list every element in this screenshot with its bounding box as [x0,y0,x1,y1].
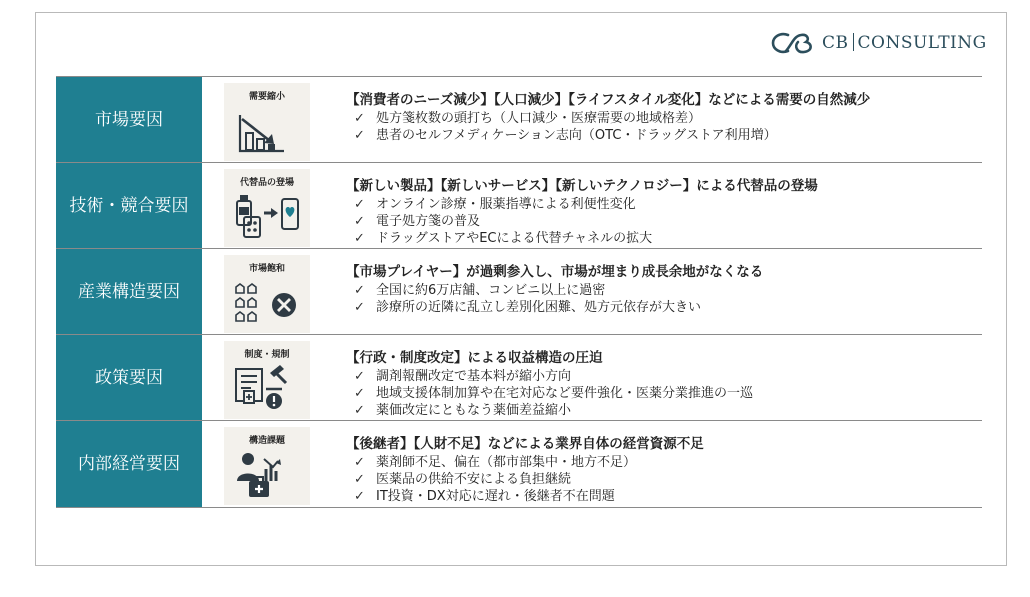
icon-label: 代替品の登場 [239,178,294,188]
company-logo [770,30,987,56]
icon-label: 需要縮小 [248,92,285,102]
bullet-text: 診療所の近隣に乱立し差別化困難、処方元依存が大きい [376,300,702,315]
category-label: 産業構造要因 [56,249,202,335]
check-icon: ✓ [354,369,365,384]
bullet-text: 患者のセルフメディケーション志向（OTC・ドラッグストア利用増） [376,128,777,143]
check-icon: ✓ [354,300,365,315]
factor-bullet [346,471,976,488]
check-icon: ✓ [354,472,365,487]
bullet-text: 医薬品の供給不安による負担継続 [376,472,572,487]
bullet-text: 処方箋枚数の頭打ち（人口減少・医療需要の地域格差） [376,111,702,126]
icon-card [224,83,310,161]
factor-content [346,349,976,419]
factor-row-internal [56,420,982,508]
logo-text [822,33,987,53]
factor-bullet [346,454,976,471]
check-icon: ✓ [354,403,365,418]
factor-bullet [346,488,976,505]
bullet-text: 薬剤師不足、偏在（都市部集中・地方不足） [376,455,637,470]
logo-brand: CB [822,33,849,53]
bullet-text: IT投資・DX対応に遅れ・後継者不在問題 [376,489,615,504]
check-icon: ✓ [354,231,365,246]
check-icon: ✓ [354,489,365,504]
factor-content [346,177,976,247]
factor-row-market [56,76,982,163]
bullet-text: 地域支援体制加算や在宅対応など要件強化・医薬分業推進の一巡 [376,386,754,401]
factor-bullet [346,385,976,402]
icon-label: 制度・規制 [244,350,290,360]
category-label: 市場要因 [56,77,202,163]
bullet-text: 全国に約6万店舗、コンビニ以上に過密 [376,283,606,298]
factor-bullet [346,110,976,127]
bullet-text: 薬価改定にともなう薬価差益縮小 [376,403,572,418]
bullet-text: 調剤報酬改定で基本料が縮小方向 [376,369,572,384]
factor-headline: 【新しい製品】【新しいサービス】【新しいテクノロジー】による代替品の登場 [346,178,818,194]
check-icon: ✓ [354,197,365,212]
category-label: 技術・競合要因 [56,163,202,249]
factor-bullet [346,213,976,230]
factor-row-policy [56,334,982,421]
icon-card [224,427,310,505]
factor-bullet [346,196,976,213]
factor-headline: 【消費者のニーズ減少】【人口減少】【ライフスタイル変化】などによる需要の自然減少 [346,92,871,108]
logo-company: CONSULTING [857,33,987,53]
check-icon: ✓ [354,214,365,229]
check-icon: ✓ [354,111,365,126]
category-label: 政策要因 [56,335,202,421]
category-label: 内部経営要因 [56,421,202,507]
structural-issue-icon [224,447,310,505]
check-icon: ✓ [354,386,365,401]
check-icon: ✓ [354,455,365,470]
icon-label: 市場飽和 [248,264,285,274]
factor-row-technology [56,162,982,249]
factor-bullet [346,230,976,247]
cb-monogram-icon [770,30,816,56]
logo-divider [853,33,854,51]
bullet-text: 電子処方箋の普及 [376,214,481,229]
substitute-product-icon [224,189,310,247]
icon-card [224,169,310,247]
check-icon: ✓ [354,283,365,298]
check-icon: ✓ [354,128,365,143]
icon-label: 構造課題 [248,436,285,446]
factor-content [346,435,976,505]
factor-content [346,263,976,316]
bullet-text: ドラッグストアやECによる代替チャネルの拡大 [376,231,653,246]
factor-bullet [346,282,976,299]
icon-card [224,341,310,419]
factor-bullet [346,299,976,316]
factor-bullet [346,127,976,144]
icon-card [224,255,310,333]
factor-row-industry [56,248,982,335]
factor-content [346,91,976,144]
market-saturation-icon [224,275,310,333]
factor-headline: 【行政・制度改定】による収益構造の圧迫 [346,350,603,366]
factor-bullet [346,368,976,385]
factor-headline: 【市場プレイヤー】が過剰参入し、市場が埋まり成長余地がなくなる [346,264,764,280]
factor-headline: 【後継者】【人財不足】などによる業界自体の経営資源不足 [346,436,704,452]
bullet-text: オンライン診療・服薬指導による利便性変化 [376,197,636,212]
demand-decline-chart-icon [224,103,310,161]
factor-bullet [346,402,976,419]
regulation-gavel-icon [224,361,310,419]
